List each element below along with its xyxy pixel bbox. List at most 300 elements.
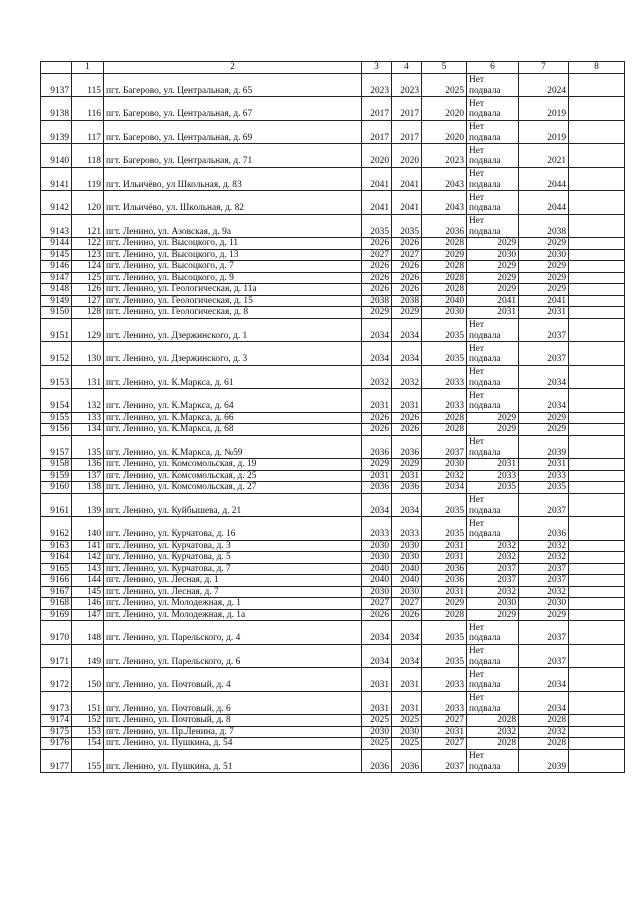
cell-col3: 2040 [362,563,392,575]
cell-col6-line1: Нет [469,437,485,447]
cell-col8 [569,272,625,284]
cell-col8 [569,598,625,610]
cell-col8 [569,459,625,471]
table-row [41,586,625,598]
cell-address: пгт. Ленино, ул. Дзержинского, д. 3 [104,342,362,366]
cell-col8 [569,238,625,250]
cell-col4: 2038 [392,295,422,307]
cell-col6 [467,342,519,366]
cell-row-number: 9162 [41,517,72,541]
table-row [41,575,625,587]
cell-address: пгт. Ильичёво, ул Школьная, д. 83 [104,167,362,191]
cell-col8 [569,586,625,598]
cell-row-number: 9174 [41,715,72,727]
cell-col5: 2028 [422,261,467,273]
cell-col4: 2034 [392,621,422,645]
table-row [41,249,625,261]
cell-col7: 2037 [519,621,569,645]
cell-col8 [569,749,625,773]
cell-col5: 2035 [422,318,467,342]
cell-col6: 2033 [467,470,519,482]
cell-col7: 2029 [519,261,569,273]
cell-col3: 2029 [362,459,392,471]
cell-col6-line1: Нет [469,98,485,109]
cell-col6 [467,144,519,168]
cell-col6-line2: подвала [469,377,501,388]
cell-col4: 2030 [392,586,422,598]
cell-row-number: 9145 [41,249,72,261]
cell-row-number: 9152 [41,342,72,366]
cell-col6: 2035 [467,482,519,494]
cell-row-number: 9155 [41,412,72,424]
header-row [41,62,625,74]
cell-col6-line1: Нет [469,693,485,703]
cell-index: 149 [72,644,104,668]
table-row [41,598,625,610]
cell-index: 119 [72,167,104,191]
cell-address: пгт. Ленино, ул. Лесная, д. 7 [104,586,362,598]
cell-col7: 2019 [519,97,569,121]
cell-col7: 2029 [519,424,569,436]
cell-col6-line2: подвала [469,203,501,213]
cell-col5: 2020 [422,97,467,121]
column-header: 5 [422,62,467,74]
cell-col5: 2040 [422,295,467,307]
cell-col5: 2027 [422,738,467,750]
cell-col6-line2: подвала [469,447,501,458]
cell-address: пгт. Ленино, ул. Комсомольская, д. 19 [104,459,362,471]
cell-col6-line1: Нет [469,216,485,226]
cell-col6-line2: подвала [469,505,501,516]
cell-col3: 2036 [362,435,392,459]
cell-address: пгт. Ленино, ул. К.Маркса, д. 68 [104,424,362,436]
cell-col8 [569,563,625,575]
cell-col6-line2: подвала [469,156,501,166]
cell-address: пгт. Ленино, ул. Пр.Ленина, д. 7 [104,726,362,738]
cell-col3: 2030 [362,540,392,552]
column-header: 4 [392,62,422,74]
cell-col6-line2: подвала [469,761,501,772]
cell-index: 151 [72,691,104,715]
cell-col7: 2039 [519,435,569,459]
table-row [41,470,625,482]
cell-col4: 2034 [392,342,422,366]
cell-col6 [467,191,519,215]
cell-col3: 2034 [362,621,392,645]
cell-col8 [569,318,625,342]
cell-address: пгт. Ленино, ул. Курчатова, д. 7 [104,563,362,575]
cell-col5: 2030 [422,459,467,471]
cell-col5: 2043 [422,167,467,191]
cell-col5: 2035 [422,644,467,668]
column-header: 3 [362,62,392,74]
table-body [41,73,625,773]
cell-row-number: 9153 [41,365,72,389]
cell-col8 [569,493,625,517]
cell-index: 125 [72,272,104,284]
cell-row-number: 9176 [41,738,72,750]
table-row [41,540,625,552]
cell-index: 141 [72,540,104,552]
cell-address: пгт. Ленино, ул. Высоцкого, д. 7 [104,261,362,273]
cell-col6-line2: подвала [469,703,501,714]
cell-address: пгт. Ленино, ул. Геологическая, д. 11а [104,284,362,296]
cell-index: 154 [72,738,104,750]
cell-col6-line1: Нет [469,367,485,377]
cell-row-number: 9148 [41,284,72,296]
cell-col6-line2: подвала [469,633,501,643]
cell-col8 [569,575,625,587]
cell-col6-line1: Нет [469,192,485,203]
cell-col7: 2029 [519,272,569,284]
cell-address: пгт. Ленино, ул. Высоцкого, д. 9 [104,272,362,284]
cell-col4: 2026 [392,424,422,436]
cell-col5: 2037 [422,435,467,459]
table-row [41,120,625,144]
cell-col5: 2035 [422,342,467,366]
cell-col7: 2037 [519,493,569,517]
cell-col4: 2027 [392,598,422,610]
cell-col7: 2032 [519,552,569,564]
cell-col6: 2029 [467,412,519,424]
cell-row-number: 9154 [41,389,72,413]
cell-col8 [569,424,625,436]
cell-col6: 2041 [467,295,519,307]
cell-index: 129 [72,318,104,342]
table-row [41,459,625,471]
cell-index: 155 [72,749,104,773]
cell-col6: 2029 [467,272,519,284]
cell-col8 [569,342,625,366]
column-header: 7 [519,62,569,74]
cell-col6 [467,97,519,121]
cell-col4: 2031 [392,691,422,715]
table-row [41,726,625,738]
cell-col6-line2: подвала [469,85,501,96]
table-row [41,715,625,727]
table-row [41,749,625,773]
cell-col6: 2028 [467,738,519,750]
cell-col4: 2033 [392,517,422,541]
cell-index: 122 [72,238,104,250]
cell-col8 [569,621,625,645]
cell-col3: 2030 [362,552,392,564]
cell-col8 [569,726,625,738]
cell-col6-line2: подвала [469,179,501,190]
cell-col6-line2: подвала [469,401,501,411]
cell-index: 116 [72,97,104,121]
cell-col5: 2031 [422,540,467,552]
cell-col8 [569,738,625,750]
cell-col5: 2028 [422,609,467,621]
cell-row-number: 9160 [41,482,72,494]
cell-col3: 2034 [362,342,392,366]
cell-col7: 2044 [519,167,569,191]
cell-col7: 2029 [519,284,569,296]
cell-col3: 2025 [362,715,392,727]
cell-col7: 2032 [519,540,569,552]
cell-col3: 2027 [362,249,392,261]
cell-address: пгт. Багерово, ул. Центральная, д. 67 [104,97,362,121]
cell-col3: 2040 [362,575,392,587]
cell-col5: 2033 [422,365,467,389]
cell-col3: 2029 [362,307,392,319]
cell-col7: 2037 [519,563,569,575]
table-row [41,261,625,273]
cell-col4: 2035 [392,214,422,238]
cell-col5: 2034 [422,482,467,494]
cell-col6-line2: подвала [469,680,501,690]
column-header: 2 [104,62,362,74]
cell-address: пгт. Багерово, ул. Центральная, д. 71 [104,144,362,168]
cell-row-number: 9170 [41,621,72,645]
cell-row-number: 9167 [41,586,72,598]
cell-address: пгт. Ленино, ул. Молодежная, д. 1а [104,609,362,621]
cell-col6 [467,691,519,715]
cell-col7: 2030 [519,598,569,610]
cell-col6-line1: Нет [469,390,485,401]
cell-col6 [467,435,519,459]
cell-row-number: 9164 [41,552,72,564]
cell-col3: 2036 [362,482,392,494]
table-row [41,389,625,413]
cell-col3: 2033 [362,517,392,541]
cell-col7: 2044 [519,191,569,215]
cell-col6-line1: Нет [469,343,485,354]
cell-address: пгт. Ленино, ул. Куйбышева, д. 21 [104,493,362,517]
cell-col5: 2031 [422,552,467,564]
cell-col6-line1: Нет [469,75,485,85]
cell-col4: 2040 [392,575,422,587]
housing-table [40,61,625,773]
cell-col8 [569,412,625,424]
cell-col6-line2: подвала [469,656,501,667]
cell-row-number: 9146 [41,261,72,273]
cell-col3: 2034 [362,493,392,517]
cell-col8 [569,120,625,144]
cell-row-number: 9163 [41,540,72,552]
cell-col4: 2032 [392,365,422,389]
cell-col5: 2028 [422,412,467,424]
table-row [41,97,625,121]
cell-col7: 2041 [519,295,569,307]
cell-col7: 2029 [519,238,569,250]
cell-address: пгт. Ленино, ул. Пушкина, д. 54 [104,738,362,750]
cell-col3: 2020 [362,144,392,168]
cell-col8 [569,668,625,692]
cell-col6 [467,318,519,342]
cell-col7: 2031 [519,459,569,471]
cell-row-number: 9173 [41,691,72,715]
cell-col5: 2030 [422,307,467,319]
cell-col4: 2029 [392,307,422,319]
cell-col8 [569,691,625,715]
cell-col3: 2031 [362,691,392,715]
cell-col8 [569,470,625,482]
cell-col8 [569,517,625,541]
table-row [41,214,625,238]
cell-col6-line1: Нет [469,320,485,330]
cell-col6: 2029 [467,261,519,273]
cell-col8 [569,307,625,319]
cell-col8 [569,249,625,261]
cell-col7: 2024 [519,73,569,97]
cell-col3: 2038 [362,295,392,307]
cell-col4: 2031 [392,668,422,692]
cell-col5: 2036 [422,575,467,587]
cell-col6 [467,73,519,97]
cell-index: 144 [72,575,104,587]
cell-col8 [569,609,625,621]
cell-col8 [569,97,625,121]
cell-col6: 2031 [467,459,519,471]
cell-col5: 2036 [422,214,467,238]
cell-index: 138 [72,482,104,494]
cell-col6 [467,365,519,389]
cell-col8 [569,167,625,191]
cell-col3: 2027 [362,598,392,610]
cell-address: пгт. Багерово, ул. Центральная, д. 65 [104,73,362,97]
cell-col6 [467,668,519,692]
cell-col7: 2034 [519,389,569,413]
cell-address: пгт. Ленино, ул. К.Маркса, д. №59 [104,435,362,459]
cell-col3: 2026 [362,609,392,621]
cell-col5: 2028 [422,272,467,284]
column-header: 8 [569,62,625,74]
cell-col7: 2034 [519,668,569,692]
cell-col6 [467,749,519,773]
cell-col6: 2037 [467,563,519,575]
cell-col4: 2036 [392,749,422,773]
cell-col8 [569,482,625,494]
cell-index: 139 [72,493,104,517]
cell-index: 132 [72,389,104,413]
cell-col6: 2032 [467,552,519,564]
table-row [41,284,625,296]
cell-row-number: 9172 [41,668,72,692]
cell-index: 124 [72,261,104,273]
cell-col3: 2017 [362,120,392,144]
cell-col5: 2031 [422,586,467,598]
cell-row-number: 9140 [41,144,72,168]
cell-col3: 2032 [362,365,392,389]
table-row [41,644,625,668]
cell-address: пгт. Ленино, ул. К.Маркса, д. 66 [104,412,362,424]
cell-col3: 2023 [362,73,392,97]
cell-col4: 2034 [392,644,422,668]
cell-index: 117 [72,120,104,144]
cell-col6 [467,493,519,517]
cell-col8 [569,715,625,727]
cell-col4: 2017 [392,97,422,121]
cell-col4: 2041 [392,167,422,191]
cell-index: 135 [72,435,104,459]
cell-col7: 2031 [519,307,569,319]
cell-col4: 2034 [392,493,422,517]
cell-index: 145 [72,586,104,598]
cell-col5: 2033 [422,668,467,692]
cell-col8 [569,365,625,389]
cell-address: пгт. Ленино, ул. Парельского, д. 4 [104,621,362,645]
cell-col7: 2038 [519,214,569,238]
cell-col6-line1: Нет [469,495,485,505]
cell-col6: 2031 [467,307,519,319]
cell-row-number: 9169 [41,609,72,621]
cell-col3: 2026 [362,424,392,436]
column-header [41,62,72,74]
cell-address: пгт. Ленино, ул. Геологическая, д. 15 [104,295,362,307]
cell-address: пгт. Ленино, ул. Курчатова, д. 5 [104,552,362,564]
cell-col6-line1: Нет [469,751,485,761]
cell-col7: 2032 [519,586,569,598]
cell-row-number: 9175 [41,726,72,738]
cell-col6-line2: подвала [469,109,501,119]
cell-index: 140 [72,517,104,541]
cell-col5: 2025 [422,73,467,97]
cell-col5: 2036 [422,563,467,575]
cell-col6-line1: Нет [469,669,485,680]
cell-col3: 2034 [362,644,392,668]
cell-col8 [569,435,625,459]
cell-col4: 2027 [392,249,422,261]
cell-row-number: 9165 [41,563,72,575]
cell-col7: 2032 [519,726,569,738]
cell-col4: 2023 [392,73,422,97]
cell-col3: 2030 [362,586,392,598]
cell-col4: 2026 [392,412,422,424]
cell-col8 [569,191,625,215]
cell-col6-line2: подвала [469,354,501,364]
cell-index: 127 [72,295,104,307]
cell-col8 [569,144,625,168]
cell-address: пгт. Ленино, ул. Почтовый, д. 4 [104,668,362,692]
cell-col3: 2031 [362,470,392,482]
cell-col4: 2031 [392,470,422,482]
cell-col8 [569,73,625,97]
cell-col6 [467,389,519,413]
cell-index: 146 [72,598,104,610]
cell-col6 [467,517,519,541]
table-row [41,552,625,564]
cell-col8 [569,214,625,238]
cell-col6 [467,621,519,645]
cell-address: пгт. Ленино, ул. Лесная, д. 1 [104,575,362,587]
cell-col4: 2020 [392,144,422,168]
cell-col4: 2034 [392,318,422,342]
cell-col6: 2030 [467,249,519,261]
cell-col6-line1: Нет [469,169,485,179]
cell-col6: 2037 [467,575,519,587]
cell-address: пгт. Ленино, ул. К.Маркса, д. 61 [104,365,362,389]
cell-col8 [569,644,625,668]
cell-col7: 2028 [519,715,569,727]
cell-col3: 2034 [362,318,392,342]
cell-col3: 2026 [362,284,392,296]
cell-row-number: 9151 [41,318,72,342]
cell-col6-line2: подвала [469,529,501,539]
cell-index: 152 [72,715,104,727]
cell-index: 150 [72,668,104,692]
cell-address: пгт. Ленино, ул. Пушкина, д. 51 [104,749,362,773]
cell-row-number: 9177 [41,749,72,773]
table-row [41,493,625,517]
cell-col4: 2026 [392,261,422,273]
cell-col6-line1: Нет [469,622,485,633]
cell-col4: 2031 [392,389,422,413]
cell-col7: 2033 [519,470,569,482]
table-row [41,621,625,645]
cell-col7: 2034 [519,691,569,715]
